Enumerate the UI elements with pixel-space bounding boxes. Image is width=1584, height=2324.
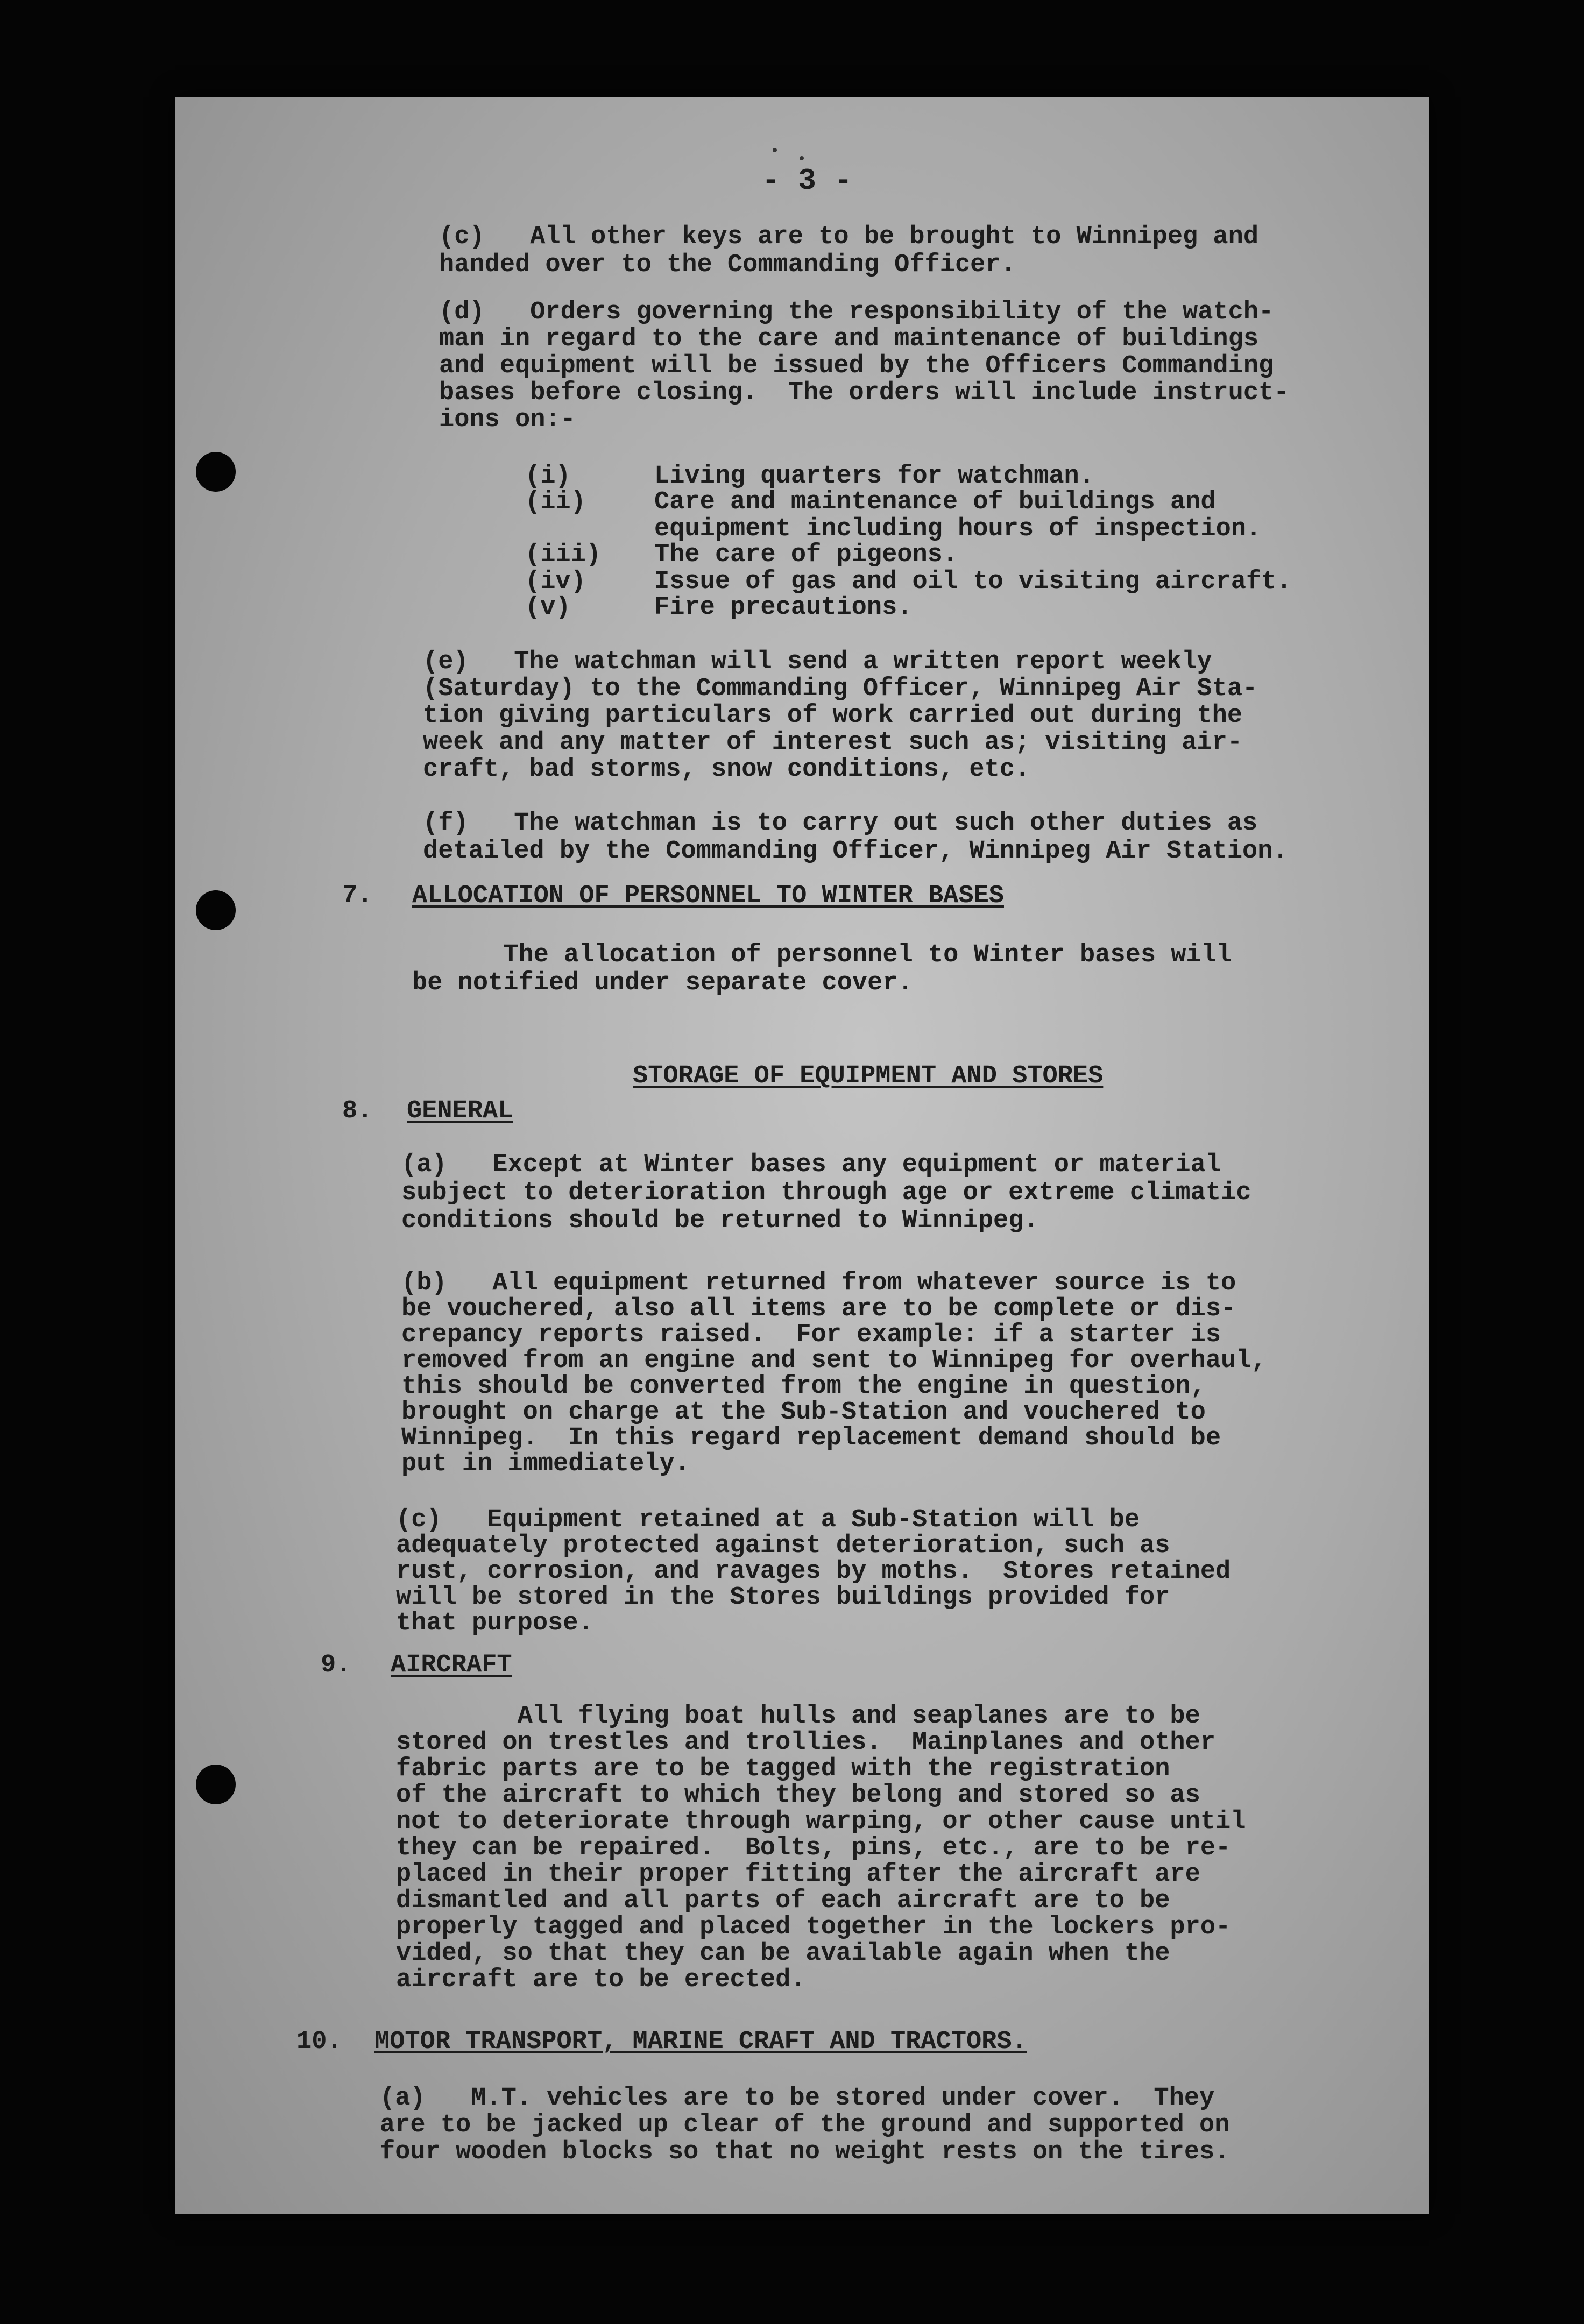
list-item-number: (iv)	[525, 568, 586, 596]
list-item-text: The care of pigeons.	[654, 541, 958, 569]
paragraph-d-line: and equipment will be issued by the Officers Commanding	[439, 352, 1274, 380]
section-9-title: AIRCRAFT	[391, 1651, 512, 1680]
paragraph-d-line: ions on:-	[439, 406, 576, 434]
section-9-body-line: not to deteriorate through warping, or other cause until	[396, 1808, 1246, 1836]
paragraph-c-line: (c) All other keys are to be brought to Winnipeg and	[439, 223, 1259, 251]
paragraph-10a-line: four wooden blocks so that no weight rests on the tires.	[380, 2138, 1230, 2166]
paragraph-8b-line: put in immediately.	[401, 1450, 690, 1478]
paragraph-c-line: handed over to the Commanding Officer.	[439, 251, 1016, 279]
list-item-text: Fire precautions.	[654, 593, 913, 622]
section-9-body-line: they can be repaired. Bolts, pins, etc., are to be re-	[396, 1834, 1231, 1862]
storage-heading: STORAGE OF EQUIPMENT AND STORES	[633, 1062, 1104, 1090]
section-9-body-line: properly tagged and placed together in the lockers pro-	[396, 1913, 1231, 1942]
paragraph-8b-line: removed from an engine and sent to Winnipeg for overhaul,	[401, 1347, 1267, 1375]
paragraph-e-line: (Saturday) to the Commanding Officer, Winnipeg Air Sta-	[423, 675, 1258, 703]
paragraph-d-line: man in regard to the care and maintenance of buildings	[439, 325, 1259, 353]
paragraph-8b-line: be vouchered, also all items are to be complete or dis-	[401, 1295, 1236, 1323]
section-7-number: 7.	[342, 882, 373, 910]
list-item-text: Care and maintenance of buildings and	[654, 488, 1216, 516]
paragraph-e-line: craft, bad storms, snow conditions, etc.	[423, 755, 1030, 784]
paragraph-8b-line: Winnipeg. In this regard replacement demand should be	[401, 1424, 1221, 1452]
document-text	[175, 97, 1429, 2214]
section-8-number: 8.	[342, 1097, 373, 1125]
paragraph-10a-line: are to be jacked up clear of the ground and supported on	[380, 2111, 1230, 2139]
paragraph-8a-line: subject to deterioration through age or extreme climatic	[401, 1179, 1251, 1207]
section-9-body-line: vided, so that they can be available again when the	[396, 1939, 1170, 1968]
section-10-title: MOTOR TRANSPORT, MARINE CRAFT AND TRACTORS.	[374, 2028, 1027, 2056]
paragraph-8c-line: that purpose.	[396, 1609, 593, 1638]
section-9-body-line: All flying boat hulls and seaplanes are to be	[396, 1702, 1200, 1731]
paragraph-8b-line: (b) All equipment returned from whatever source is to	[401, 1269, 1236, 1298]
paragraph-8b-line: brought on charge at the Sub-Station and vouchered to	[401, 1398, 1206, 1427]
paragraph-8a-line: conditions should be returned to Winnipeg.	[401, 1207, 1039, 1235]
list-item-number: (ii)	[525, 488, 586, 516]
paragraph-8a-line: (a) Except at Winter bases any equipment or material	[401, 1151, 1221, 1179]
section-9-body-line: fabric parts are to be tagged with the registration	[396, 1755, 1170, 1783]
list-item-number: (v)	[525, 593, 571, 622]
paragraph-8c-line: adequately protected against deterioration, such as	[396, 1532, 1170, 1560]
section-9-body-line: stored on trestles and trollies. Mainplanes and other	[396, 1728, 1216, 1757]
paragraph-8c-line: will be stored in the Stores buildings provided for	[396, 1583, 1170, 1612]
paragraph-d-line: (d) Orders governing the responsibility of the watch-	[439, 298, 1274, 327]
list-item-text: Living quarters for watchman.	[654, 462, 1094, 491]
section-7-body-line: The allocation of personnel to Winter bases will	[412, 941, 1232, 969]
section-9-body-line: aircraft are to be erected.	[396, 1966, 806, 1994]
paragraph-e-line: (e) The watchman will send a written report weekly	[423, 648, 1212, 676]
paragraph-e-line: tion giving particulars of work carried out during the	[423, 702, 1243, 730]
paragraph-10a-line: (a) M.T. vehicles are to be stored under cover. They	[380, 2084, 1215, 2113]
paragraph-e-line: week and any matter of interest such as; visiting air-	[423, 728, 1243, 757]
section-7-title: ALLOCATION OF PERSONNEL TO WINTER BASES	[412, 882, 1004, 910]
paragraph-8b-line: this should be converted from the engine in question,	[401, 1372, 1206, 1401]
list-item-number: (i)	[525, 462, 571, 491]
paragraph-d-line: bases before closing. The orders will include instruct-	[439, 379, 1289, 407]
list-item-number: (iii)	[525, 541, 602, 569]
section-9-body-line: placed in their proper fitting after the aircraft are	[396, 1860, 1200, 1889]
section-8-title: GENERAL	[407, 1097, 513, 1125]
section-9-number: 9.	[321, 1651, 351, 1680]
section-7-body-line: be notified under separate cover.	[412, 969, 913, 997]
document-page	[175, 97, 1429, 2214]
section-10-number: 10.	[296, 2028, 342, 2056]
paragraph-8b-line: crepancy reports raised. For example: if a starter is	[401, 1321, 1221, 1349]
page-number: - 3 -	[762, 164, 853, 198]
section-9-body-line: of the aircraft to which they belong and stored so as	[396, 1781, 1200, 1810]
paragraph-f-line: detailed by the Commanding Officer, Winnipeg Air Station.	[423, 837, 1288, 866]
list-item-text: Issue of gas and oil to visiting aircraft.	[654, 568, 1292, 596]
list-item-text: equipment including hours of inspection.	[654, 515, 1262, 543]
paragraph-8c-line: rust, corrosion, and ravages by moths. Stores retained	[396, 1557, 1231, 1586]
paragraph-8c-line: (c) Equipment retained at a Sub-Station will be	[396, 1506, 1140, 1534]
section-9-body-line: dismantled and all parts of each aircraft are to be	[396, 1887, 1170, 1915]
paragraph-f-line: (f) The watchman is to carry out such other duties as	[423, 809, 1258, 838]
